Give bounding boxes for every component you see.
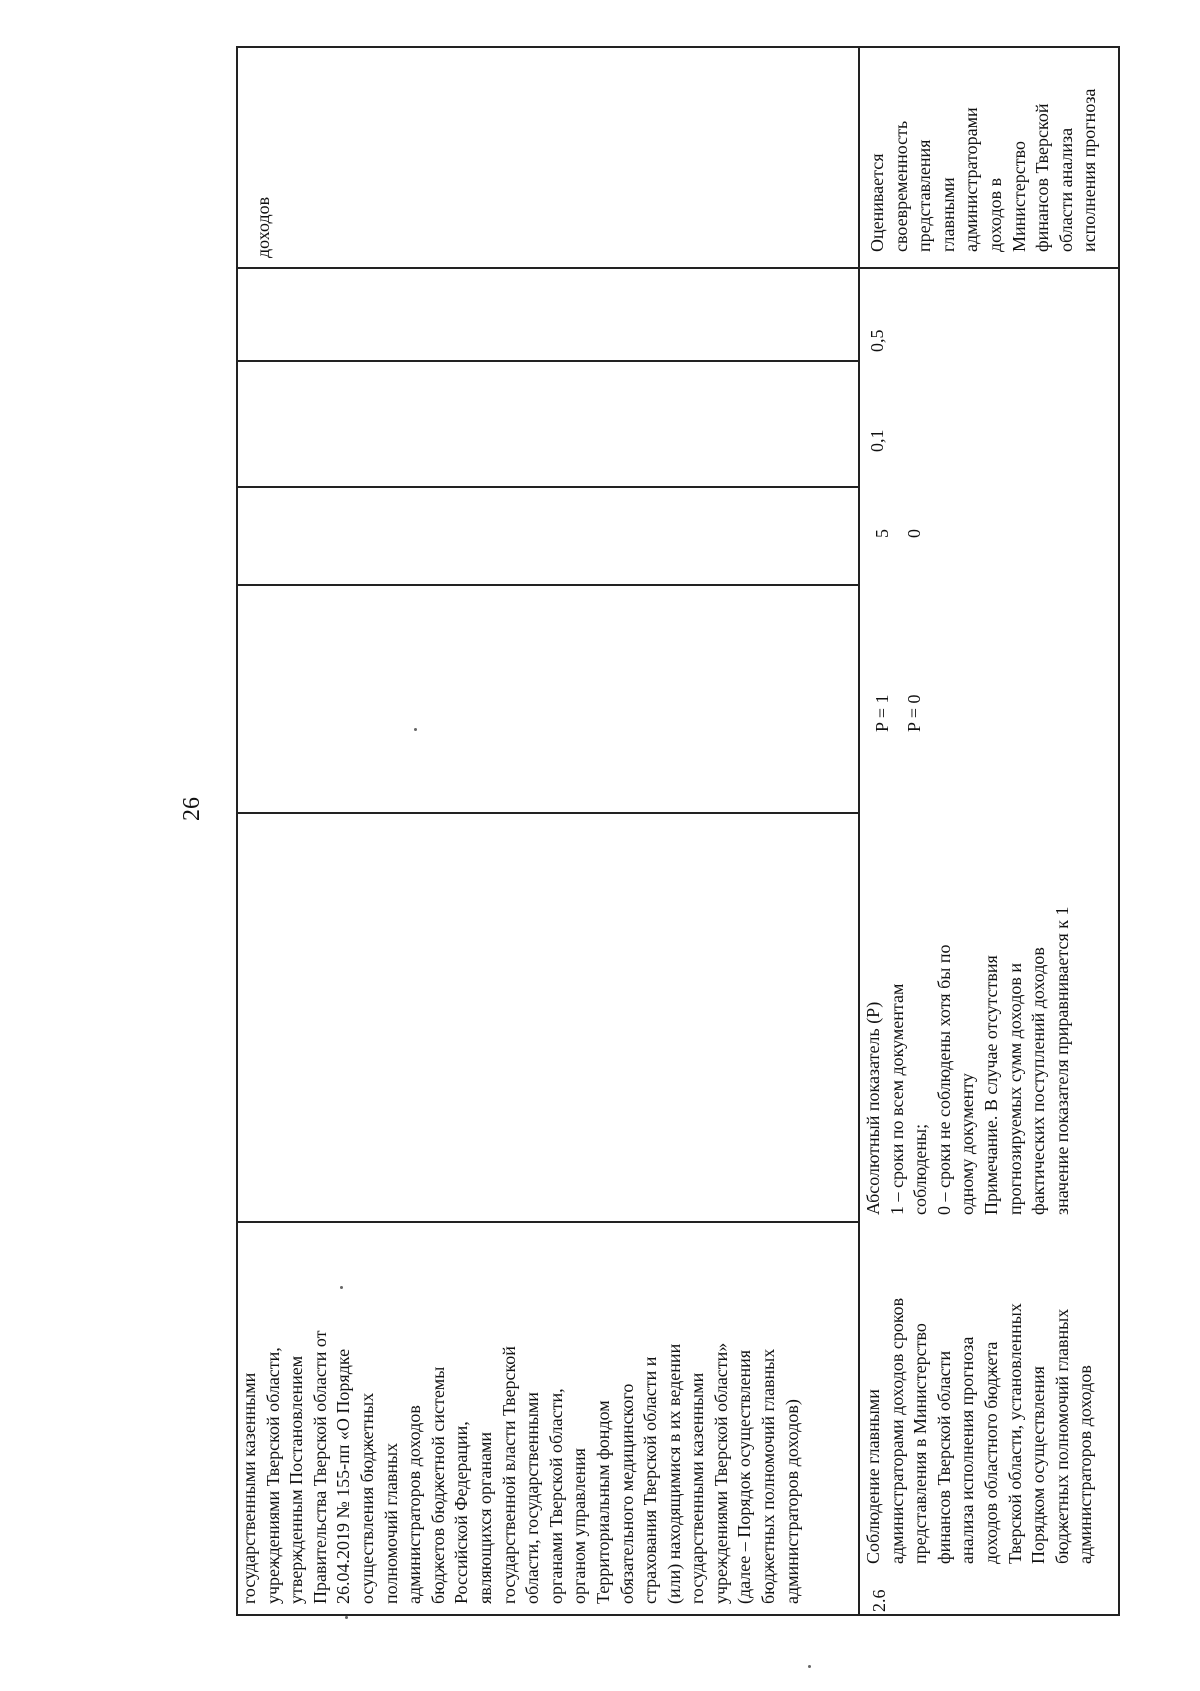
table-line [236, 812, 859, 814]
row-2-6-values: P = 1 P = 0 [872, 694, 924, 732]
scan-speck [808, 1665, 811, 1668]
table-line [1118, 46, 1120, 1616]
row-2-6-max-score: 0,5 [867, 329, 887, 352]
scan-speck [340, 1286, 343, 1289]
row-2-6-number: 2.6 [869, 1589, 889, 1612]
page-number: 26 [179, 797, 205, 821]
prev-row-comment: доходов [253, 196, 273, 258]
table-line [236, 584, 859, 586]
table-line [236, 486, 859, 488]
table-line [236, 267, 1119, 269]
table-line [236, 46, 1119, 48]
table-line [236, 1614, 1119, 1616]
scan-speck [414, 728, 417, 731]
row-2-6-comment: Оценивается своевременность представления главными администраторами доходов в Министерство финансов Тверской области анализа исполнения прогноза [867, 88, 1100, 252]
scan-speck [345, 1616, 348, 1619]
table-line [858, 46, 860, 1616]
row-2-6-weight: 0,1 [867, 429, 887, 452]
row-2-6-scores: 5 0 [872, 529, 924, 538]
table-line [236, 360, 859, 362]
prev-row-name: государственными казенными учреждениями Тверской области, утвержденным Постановлением Правительства Тверской области от 26.04.2019 № 155-пп «О Порядке осуществления бюджетных полномочий главных администраторов доходов бюджетов бюджетной системы Российской Федерации, являющихся органами государственной власти Тверской области, государственными органами Тверской области, органом управления Территориальным фондом обязательного медицинского страхования Тверской области и (или) находящимися в их ведении государственными казенными учреждениями Тверской области» (далее – Порядок осуществления бюджетных полномочий главных администраторов доходов) [239, 1330, 802, 1604]
row-2-6-formula: Абсолютный показатель (P) 1 – сроки по всем документам соблюдены; 0 – сроки не соблюдены хотя бы по одному документу Примечание. В случае отсутствия прогнозируемых сумм доходов и фактических поступлений доходов значение показателя приравнивается к 1 [863, 906, 1072, 1215]
table-line [236, 1221, 859, 1223]
row-2-6-name: Соблюдение главными администраторами доходов сроков представления в Министерство финансов Тверской области анализа исполнения прогноза доходов областного бюджета Тверской области, установленных Порядком осуществления бюджетных полномочий главных администраторов доходов [863, 1297, 1096, 1564]
